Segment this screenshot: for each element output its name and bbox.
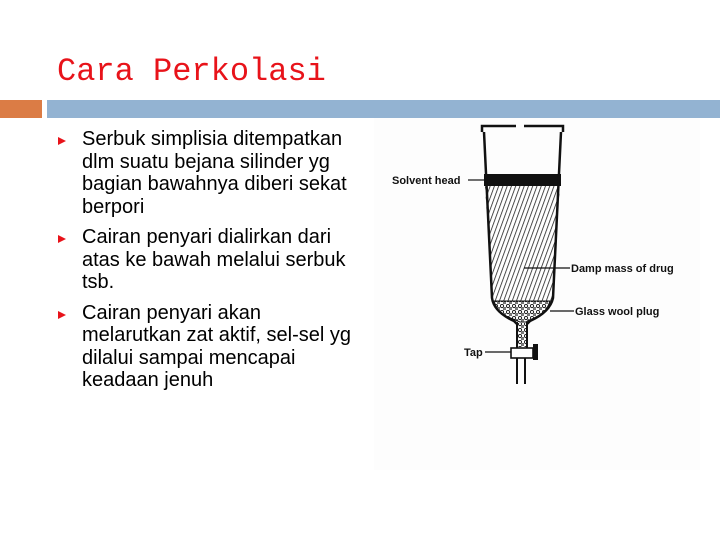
bullet-item bbox=[58, 226, 358, 294]
percolator-illustration bbox=[374, 118, 700, 470]
percolator-diagram bbox=[374, 118, 700, 470]
bullet-list bbox=[58, 128, 358, 400]
bullet-text: Cairan penyari akan melarutkan zat aktif, sel-sel yg dilalui sampai mencapai keadaan jenuh bbox=[82, 301, 351, 391]
bullet-text: Cairan penyari dialirkan dari atas ke bawah melalui serbuk tsb. bbox=[82, 226, 346, 293]
accent-bar-orange bbox=[0, 100, 42, 118]
label-solvent-head: Solvent head bbox=[392, 175, 461, 187]
arrow-bullet-icon bbox=[58, 235, 66, 243]
arrow-bullet-icon bbox=[58, 311, 66, 319]
label-glass-wool: Glass wool plug bbox=[575, 306, 660, 318]
slide-title: Cara Perkolasi bbox=[57, 53, 326, 90]
label-tap: Tap bbox=[464, 347, 483, 359]
bullet-item bbox=[58, 302, 358, 392]
arrow-bullet-icon bbox=[58, 137, 66, 145]
bullet-text: Serbuk simplisia ditempatkan dlm suatu bejana silinder yg bagian bawahnya diberi sekat berpori bbox=[82, 128, 347, 218]
label-damp-mass: Damp mass of drug bbox=[571, 263, 674, 275]
accent-bar-blue bbox=[47, 100, 720, 118]
bullet-item bbox=[58, 128, 358, 218]
